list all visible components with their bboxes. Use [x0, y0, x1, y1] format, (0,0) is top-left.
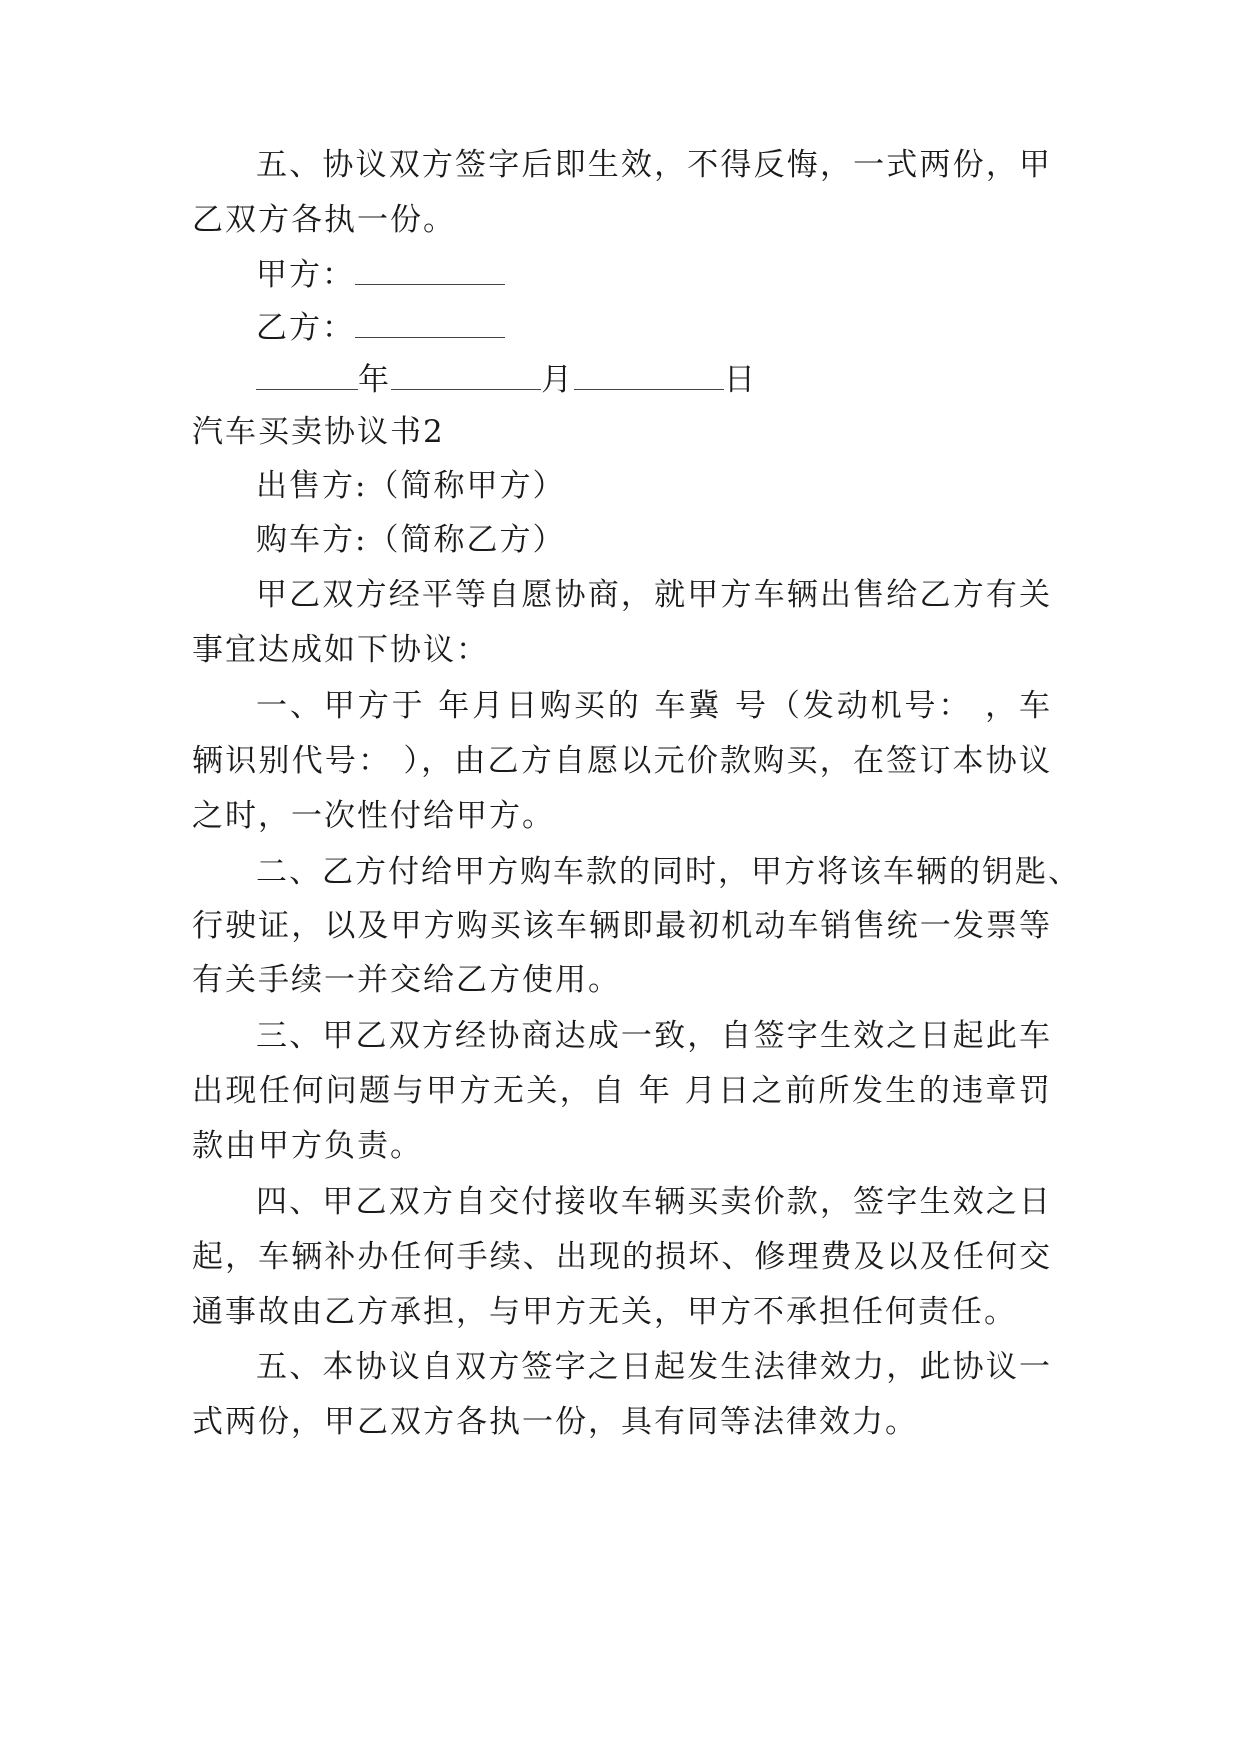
seller-line: 出售方:（简称甲方）: [256, 468, 566, 504]
party-b-label: 乙方：: [256, 310, 355, 346]
party-a-label: 甲方：: [256, 257, 355, 293]
party-a-signature: [256, 255, 1116, 295]
party-a-blank: [355, 258, 505, 285]
paragraph-line: 款由甲方负责。: [192, 1128, 423, 1164]
day-label: 日: [724, 362, 757, 398]
day-blank: [574, 363, 724, 390]
paragraph-line: 三、甲乙双方经协商达成一致，自签字生效之日起此车: [256, 1018, 1052, 1054]
party-b-blank: [355, 311, 505, 338]
paragraph-line: 五、本协议自双方签字之日起发生法律效力，此协议一: [256, 1349, 1052, 1385]
date-line: [256, 360, 1116, 400]
paragraph-line: 出现任何问题与甲方无关，自 年 月日之前所发生的违章罚: [192, 1073, 1052, 1109]
year-blank: [256, 363, 358, 390]
paragraph-line: 乙双方各执一份。: [192, 202, 456, 238]
paragraph-line: 五、协议双方签字后即生效，不得反悔，一式两份，甲: [256, 147, 1052, 183]
paragraph-line: 二、乙方付给甲方购车款的同时，甲方将该车辆的钥匙、: [256, 854, 1081, 890]
section-title: 汽车买卖协议书2: [192, 414, 445, 450]
paragraph-line: 一、甲方于 年月日购买的 车冀 号（发动机号： ，车: [256, 688, 1052, 724]
paragraph-line: 甲乙双方经平等自愿协商，就甲方车辆出售给乙方有关: [256, 577, 1052, 613]
paragraph-line: 之时，一次性付给甲方。: [192, 798, 555, 834]
paragraph-line: 四、甲乙双方自交付接收车辆买卖价款，签字生效之日: [256, 1184, 1052, 1220]
month-blank: [391, 363, 541, 390]
paragraph-line: 通事故由乙方承担，与甲方无关，甲方不承担任何责任。: [192, 1294, 1017, 1330]
paragraph-line: 式两份，甲乙双方各执一份，具有同等法律效力。: [192, 1404, 918, 1440]
year-label: 年: [358, 362, 391, 398]
party-b-signature: [256, 308, 1116, 348]
paragraph-line: 事宜达成如下协议：: [192, 632, 489, 668]
paragraph-line: 行驶证，以及甲方购买该车辆即最初机动车销售统一发票等: [192, 908, 1052, 944]
buyer-line: 购车方:（简称乙方）: [256, 522, 566, 558]
paragraph-line: 起，车辆补办任何手续、出现的损坏、修理费及以及任何交: [192, 1239, 1052, 1275]
paragraph-line: 辆识别代号： ），由乙方自愿以元价款购买，在签订本协议: [192, 743, 1052, 779]
paragraph-line: 有关手续一并交给乙方使用。: [192, 962, 621, 998]
month-label: 月: [541, 362, 574, 398]
